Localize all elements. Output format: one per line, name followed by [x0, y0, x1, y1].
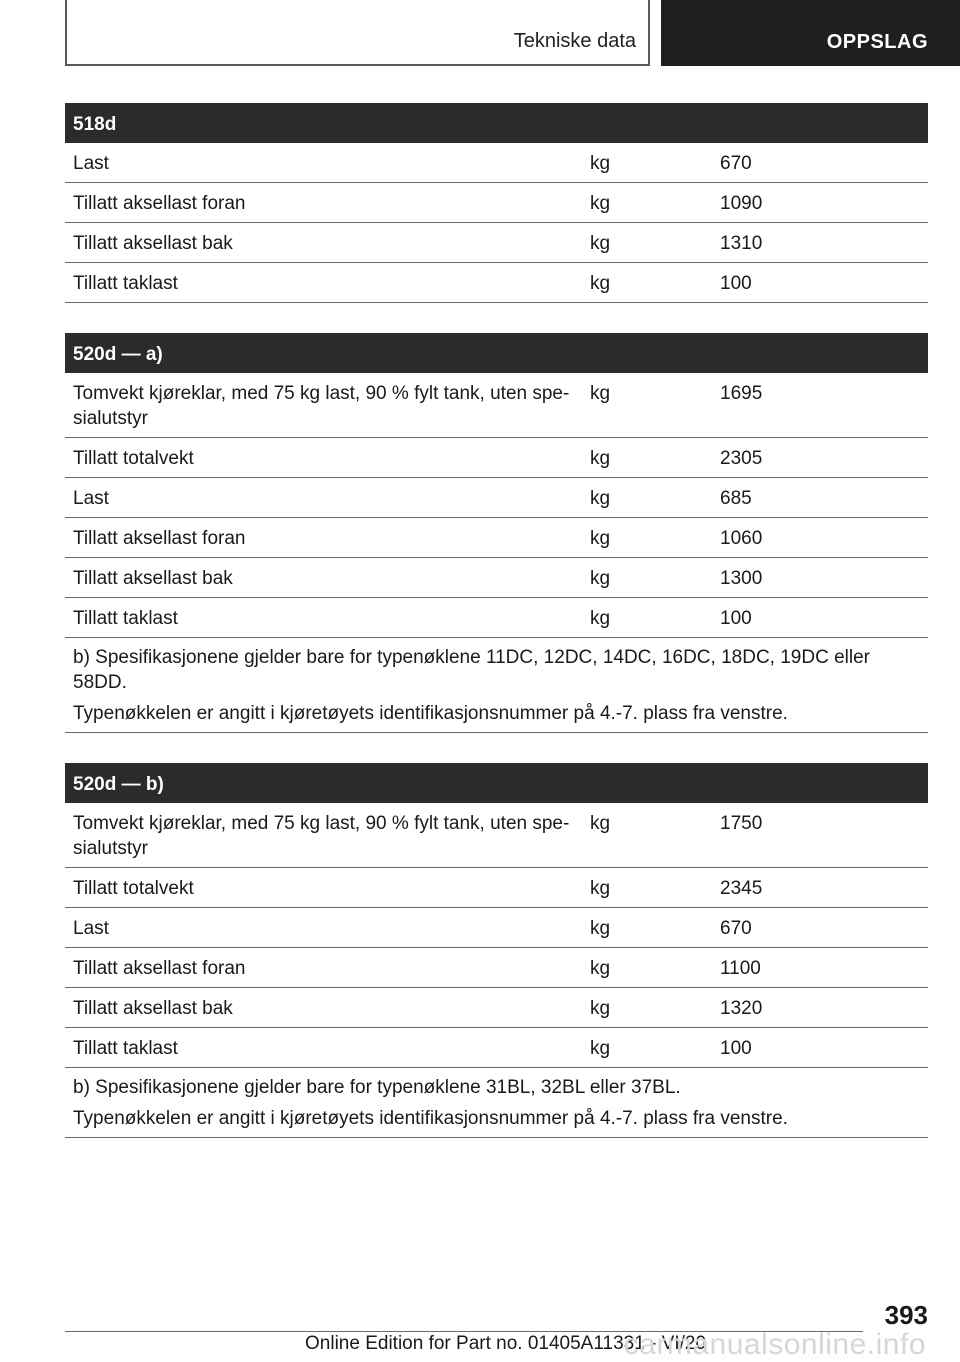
- table-row: [65, 988, 928, 1028]
- row-unit: kg: [590, 193, 611, 214]
- row-label: Tomvekt kjøreklar, med 75 kg last, 90 % fylt tank, uten spe- sialutstyr: [73, 383, 570, 429]
- table-row: [65, 518, 928, 558]
- row-unit: kg: [590, 918, 611, 939]
- page-header: [0, 0, 960, 66]
- spec-tables: [65, 103, 928, 1138]
- table-footnote: [65, 638, 928, 733]
- row-label: Tillatt taklast: [73, 1038, 178, 1059]
- row-value: 670: [720, 918, 752, 939]
- header-section-title: Tekniske data: [513, 30, 636, 52]
- row-unit: kg: [590, 568, 611, 589]
- row-value: 100: [720, 273, 752, 294]
- header-chapter-tab[interactable]: OPPSLAG: [661, 0, 960, 66]
- row-value: 1320: [720, 998, 763, 1019]
- row-value: 685: [720, 488, 752, 509]
- row-unit: kg: [590, 813, 611, 834]
- row-label: Tillatt aksellast foran: [73, 193, 246, 214]
- row-label: Tillatt aksellast foran: [73, 528, 246, 549]
- row-label: Tomvekt kjøreklar, med 75 kg last, 90 % fylt tank, uten spe- sialutstyr: [73, 813, 570, 859]
- table-row: [65, 478, 928, 518]
- row-value: 1060: [720, 528, 763, 549]
- table-row: [65, 438, 928, 478]
- spec-table: [65, 333, 928, 733]
- row-unit: kg: [590, 153, 611, 174]
- row-label: Tillatt taklast: [73, 608, 178, 629]
- row-unit: kg: [590, 1038, 611, 1059]
- footnote-paragraph: Typenøkkelen er angitt i kjøretøyets identifikasjonsnummer på 4.-7. plass fra venstre.: [73, 703, 788, 724]
- row-value: 100: [720, 608, 752, 629]
- page-number: 393: [884, 1300, 928, 1330]
- row-label: Tillatt aksellast bak: [73, 233, 233, 254]
- footnote-paragraph: Typenøkkelen er angitt i kjøretøyets identifikasjonsnummer på 4.-7. plass fra venstre.: [73, 1108, 788, 1129]
- row-unit: kg: [590, 273, 611, 294]
- row-label: Last: [73, 918, 109, 939]
- row-value: 2305: [720, 448, 763, 469]
- row-label: Tillatt aksellast foran: [73, 958, 246, 979]
- row-unit: kg: [590, 233, 611, 254]
- row-value: 1310: [720, 233, 763, 254]
- row-label: Last: [73, 488, 109, 509]
- table-title: 520d — a): [65, 333, 928, 373]
- table-footnote: [65, 1068, 928, 1138]
- footer-edition: Online Edition for Part no. 01405A11331 - VI/20: [305, 1333, 707, 1354]
- table-row: [65, 263, 928, 303]
- row-value: 1750: [720, 813, 763, 834]
- table-title: 520d — b): [65, 763, 928, 803]
- row-value: 1695: [720, 383, 763, 404]
- row-value: 1090: [720, 193, 763, 214]
- row-label: Tillatt aksellast bak: [73, 568, 233, 589]
- table-row: [65, 868, 928, 908]
- table-row: [65, 143, 928, 183]
- row-unit: kg: [590, 958, 611, 979]
- table-row: [65, 948, 928, 988]
- spec-table: [65, 763, 928, 1138]
- row-unit: kg: [590, 998, 611, 1019]
- row-unit: kg: [590, 448, 611, 469]
- row-label: Tillatt totalvekt: [73, 878, 194, 899]
- table-row: [65, 1028, 928, 1068]
- table-row: [65, 558, 928, 598]
- row-value: 670: [720, 153, 752, 174]
- row-label: Last: [73, 153, 109, 174]
- row-unit: kg: [590, 383, 611, 404]
- footnote-paragraph: b) Spesifikasjonene gjelder bare for typenøklene 11DC, 12DC, 14DC, 16DC, 18DC, 19DC eller 58DD.: [73, 647, 870, 693]
- table-title: 518d: [65, 103, 928, 143]
- row-value: 1100: [720, 958, 761, 979]
- table-row: [65, 183, 928, 223]
- header-section-box: [65, 0, 650, 66]
- table-row: [65, 598, 928, 638]
- row-unit: kg: [590, 608, 611, 629]
- row-value: 1300: [720, 568, 763, 589]
- row-value: 2345: [720, 878, 763, 899]
- table-row: [65, 908, 928, 948]
- table-row: [65, 803, 928, 868]
- watermark-logo: carmanualsonline.info: [623, 1328, 926, 1361]
- row-label: Tillatt taklast: [73, 273, 178, 294]
- row-unit: kg: [590, 528, 611, 549]
- row-label: Tillatt aksellast bak: [73, 998, 233, 1019]
- row-label: Tillatt totalvekt: [73, 448, 194, 469]
- row-value: 100: [720, 1038, 752, 1059]
- row-unit: kg: [590, 488, 611, 509]
- table-row: [65, 223, 928, 263]
- row-unit: kg: [590, 878, 611, 899]
- spec-table: [65, 103, 928, 303]
- footnote-paragraph: b) Spesifikasjonene gjelder bare for typenøklene 31BL, 32BL eller 37BL.: [73, 1077, 681, 1098]
- table-row: [65, 373, 928, 438]
